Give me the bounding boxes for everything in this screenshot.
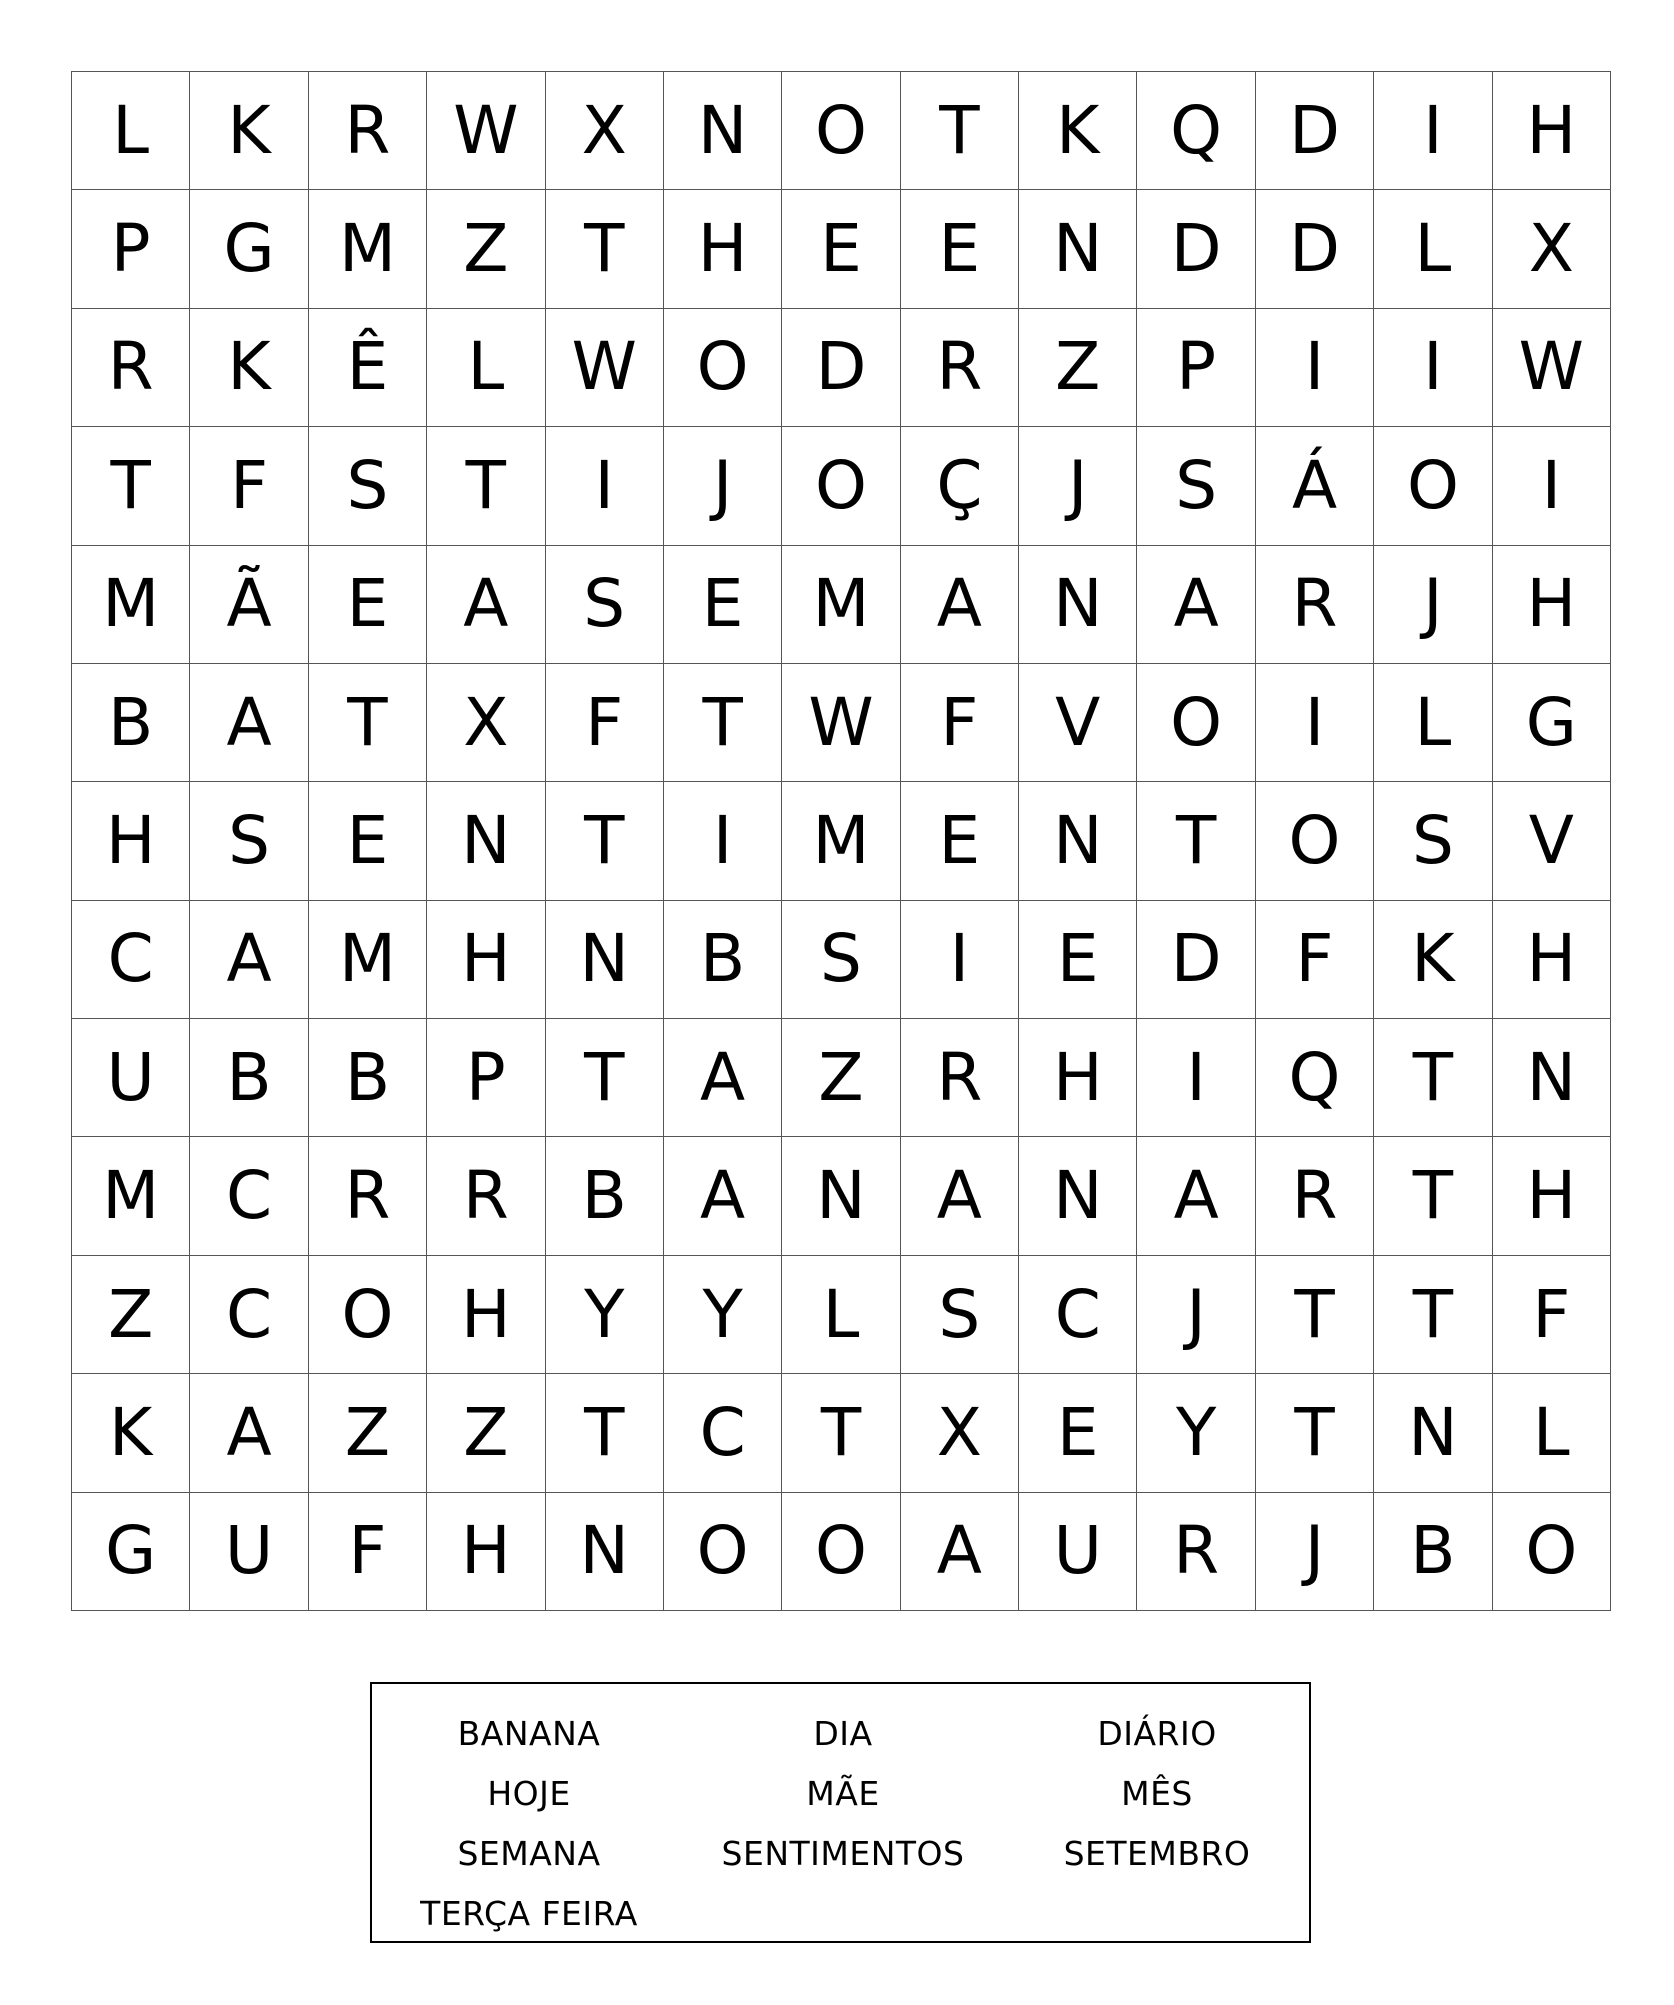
grid-cell[interactable]: I bbox=[901, 901, 1019, 1019]
grid-cell[interactable]: G bbox=[190, 190, 308, 308]
grid-cell[interactable]: J bbox=[1256, 1493, 1374, 1611]
grid-cell[interactable]: C bbox=[190, 1256, 308, 1374]
grid-cell[interactable]: O bbox=[1256, 782, 1374, 900]
grid-cell[interactable]: S bbox=[1137, 427, 1255, 545]
grid-cell[interactable]: D bbox=[782, 309, 900, 427]
grid-cell[interactable]: E bbox=[1019, 901, 1137, 1019]
grid-cell[interactable]: O bbox=[1493, 1493, 1611, 1611]
grid-cell[interactable]: H bbox=[1019, 1019, 1137, 1137]
grid-cell[interactable]: Y bbox=[546, 1256, 664, 1374]
grid-cell[interactable]: B bbox=[190, 1019, 308, 1137]
grid-cell[interactable]: S bbox=[782, 901, 900, 1019]
grid-cell[interactable]: N bbox=[546, 1493, 664, 1611]
grid-cell[interactable]: Q bbox=[1137, 72, 1255, 190]
grid-cell[interactable]: O bbox=[782, 1493, 900, 1611]
grid-cell[interactable]: I bbox=[1256, 309, 1374, 427]
grid-cell[interactable]: N bbox=[1374, 1374, 1492, 1492]
grid-cell[interactable]: H bbox=[1493, 901, 1611, 1019]
grid-cell[interactable]: R bbox=[901, 1019, 1019, 1137]
grid-cell[interactable]: W bbox=[1493, 309, 1611, 427]
grid-cell[interactable]: R bbox=[1256, 546, 1374, 664]
grid-cell[interactable]: U bbox=[190, 1493, 308, 1611]
grid-cell[interactable]: A bbox=[664, 1137, 782, 1255]
grid-cell[interactable]: T bbox=[546, 782, 664, 900]
grid-cell[interactable]: A bbox=[1137, 546, 1255, 664]
grid-cell[interactable]: A bbox=[664, 1019, 782, 1137]
grid-cell[interactable]: B bbox=[72, 664, 190, 782]
grid-cell[interactable]: H bbox=[664, 190, 782, 308]
grid-cell[interactable]: E bbox=[309, 782, 427, 900]
grid-cell[interactable]: I bbox=[1374, 309, 1492, 427]
grid-cell[interactable]: K bbox=[1019, 72, 1137, 190]
grid-cell[interactable]: A bbox=[190, 1374, 308, 1492]
word-list-item: SEMANA bbox=[457, 1834, 601, 1873]
grid-cell[interactable]: K bbox=[190, 72, 308, 190]
grid-cell[interactable]: O bbox=[1137, 664, 1255, 782]
grid-cell[interactable]: N bbox=[1019, 782, 1137, 900]
grid-cell[interactable]: U bbox=[1019, 1493, 1137, 1611]
grid-cell[interactable]: Y bbox=[1137, 1374, 1255, 1492]
grid-cell[interactable]: H bbox=[1493, 1137, 1611, 1255]
grid-cell[interactable]: E bbox=[782, 190, 900, 308]
grid-cell[interactable]: H bbox=[1493, 72, 1611, 190]
grid-cell[interactable]: M bbox=[72, 1137, 190, 1255]
grid-cell[interactable]: P bbox=[1137, 309, 1255, 427]
grid-cell[interactable]: T bbox=[1374, 1019, 1492, 1137]
grid-cell[interactable]: J bbox=[664, 427, 782, 545]
word-list-box bbox=[370, 1682, 1311, 1943]
grid-cell[interactable]: D bbox=[1256, 190, 1374, 308]
grid-cell[interactable]: L bbox=[1374, 190, 1492, 308]
word-list-item: SENTIMENTOS bbox=[721, 1834, 965, 1873]
grid-cell[interactable]: E bbox=[309, 546, 427, 664]
grid-cell[interactable]: Á bbox=[1256, 427, 1374, 545]
grid-cell[interactable]: R bbox=[427, 1137, 545, 1255]
grid-cell[interactable]: F bbox=[309, 1493, 427, 1611]
grid-cell[interactable]: A bbox=[901, 1493, 1019, 1611]
grid-cell[interactable]: Z bbox=[309, 1374, 427, 1492]
grid-cell[interactable]: L bbox=[1374, 664, 1492, 782]
grid-cell[interactable]: T bbox=[72, 427, 190, 545]
grid-cell[interactable]: L bbox=[1493, 1374, 1611, 1492]
grid-cell[interactable]: I bbox=[664, 782, 782, 900]
grid-cell[interactable]: B bbox=[1374, 1493, 1492, 1611]
grid-cell[interactable]: Z bbox=[72, 1256, 190, 1374]
grid-cell[interactable]: H bbox=[427, 1493, 545, 1611]
grid-cell[interactable]: R bbox=[1256, 1137, 1374, 1255]
grid-cell[interactable]: Z bbox=[1019, 309, 1137, 427]
grid-cell[interactable]: P bbox=[72, 190, 190, 308]
grid-cell[interactable]: O bbox=[309, 1256, 427, 1374]
grid-cell[interactable]: V bbox=[1019, 664, 1137, 782]
grid-cell[interactable]: J bbox=[1374, 546, 1492, 664]
grid-cell[interactable]: F bbox=[901, 664, 1019, 782]
grid-cell[interactable]: N bbox=[664, 72, 782, 190]
grid-cell[interactable]: X bbox=[1493, 190, 1611, 308]
grid-cell[interactable]: P bbox=[427, 1019, 545, 1137]
grid-cell[interactable]: T bbox=[664, 664, 782, 782]
grid-cell[interactable]: R bbox=[901, 309, 1019, 427]
word-list-item: DIA bbox=[813, 1714, 873, 1753]
grid-cell[interactable]: F bbox=[546, 664, 664, 782]
grid-cell[interactable]: L bbox=[72, 72, 190, 190]
grid-cell[interactable]: C bbox=[190, 1137, 308, 1255]
grid-cell[interactable]: T bbox=[1374, 1137, 1492, 1255]
word-list-item: SETEMBRO bbox=[1063, 1834, 1251, 1873]
grid-cell[interactable]: N bbox=[1019, 546, 1137, 664]
grid-cell[interactable]: Q bbox=[1256, 1019, 1374, 1137]
grid-cell[interactable]: G bbox=[1493, 664, 1611, 782]
grid-cell[interactable]: G bbox=[72, 1493, 190, 1611]
grid-cell[interactable]: T bbox=[427, 427, 545, 545]
grid-cell[interactable]: C bbox=[72, 901, 190, 1019]
grid-cell[interactable]: A bbox=[427, 546, 545, 664]
grid-cell[interactable]: F bbox=[1493, 1256, 1611, 1374]
grid-cell[interactable]: O bbox=[664, 309, 782, 427]
grid-cell[interactable]: H bbox=[72, 782, 190, 900]
grid-cell[interactable]: C bbox=[1019, 1256, 1137, 1374]
grid-cell[interactable]: A bbox=[190, 901, 308, 1019]
grid-cell[interactable]: I bbox=[1493, 427, 1611, 545]
grid-cell[interactable]: T bbox=[1256, 1256, 1374, 1374]
grid-cell[interactable]: I bbox=[546, 427, 664, 545]
grid-cell[interactable]: S bbox=[546, 546, 664, 664]
grid-cell[interactable]: O bbox=[664, 1493, 782, 1611]
grid-cell[interactable]: M bbox=[309, 901, 427, 1019]
grid-cell[interactable]: N bbox=[1019, 1137, 1137, 1255]
grid-cell[interactable]: U bbox=[72, 1019, 190, 1137]
grid-cell[interactable]: Z bbox=[427, 190, 545, 308]
grid-cell[interactable]: T bbox=[901, 72, 1019, 190]
grid-cell[interactable]: N bbox=[782, 1137, 900, 1255]
grid-cell[interactable]: R bbox=[72, 309, 190, 427]
grid-cell[interactable]: F bbox=[190, 427, 308, 545]
grid-cell[interactable]: L bbox=[782, 1256, 900, 1374]
word-list-item: MÊS bbox=[1121, 1774, 1193, 1813]
grid-cell[interactable]: K bbox=[72, 1374, 190, 1492]
grid-cell[interactable]: T bbox=[546, 1374, 664, 1492]
grid-cell[interactable]: S bbox=[190, 782, 308, 900]
word-list bbox=[372, 1704, 1309, 1944]
grid-cell[interactable]: T bbox=[1137, 782, 1255, 900]
grid-cell[interactable]: T bbox=[1374, 1256, 1492, 1374]
grid-cell[interactable]: Ç bbox=[901, 427, 1019, 545]
grid-cell[interactable]: N bbox=[1493, 1019, 1611, 1137]
grid-cell[interactable]: E bbox=[664, 546, 782, 664]
grid-cell[interactable]: R bbox=[309, 1137, 427, 1255]
grid-cell[interactable]: Y bbox=[664, 1256, 782, 1374]
grid-cell[interactable]: X bbox=[427, 664, 545, 782]
grid-cell[interactable]: X bbox=[901, 1374, 1019, 1492]
grid-cell[interactable]: W bbox=[546, 309, 664, 427]
grid-cell[interactable]: C bbox=[664, 1374, 782, 1492]
grid-cell[interactable]: A bbox=[901, 1137, 1019, 1255]
grid-cell[interactable]: H bbox=[427, 1256, 545, 1374]
grid-cell[interactable]: L bbox=[427, 309, 545, 427]
grid-cell[interactable]: J bbox=[1137, 1256, 1255, 1374]
grid-cell[interactable]: A bbox=[901, 546, 1019, 664]
grid-cell[interactable]: O bbox=[782, 72, 900, 190]
grid-cell[interactable]: E bbox=[1019, 1374, 1137, 1492]
grid-cell[interactable]: K bbox=[190, 309, 308, 427]
grid-cell[interactable]: Z bbox=[782, 1019, 900, 1137]
grid-cell[interactable]: O bbox=[1374, 427, 1492, 545]
grid-cell[interactable]: J bbox=[1019, 427, 1137, 545]
grid-cell[interactable]: M bbox=[309, 190, 427, 308]
grid-cell[interactable]: D bbox=[1256, 72, 1374, 190]
word-list-item: BANANA bbox=[457, 1714, 601, 1753]
grid-cell[interactable]: A bbox=[190, 664, 308, 782]
grid-cell[interactable]: T bbox=[546, 190, 664, 308]
grid-cell[interactable]: H bbox=[1493, 546, 1611, 664]
grid-cell[interactable]: O bbox=[782, 427, 900, 545]
grid-cell[interactable]: Ê bbox=[309, 309, 427, 427]
grid-cell[interactable]: B bbox=[309, 1019, 427, 1137]
word-list-item: TERÇA FEIRA bbox=[420, 1894, 638, 1933]
grid-cell[interactable]: H bbox=[427, 901, 545, 1019]
grid-cell[interactable]: N bbox=[1019, 190, 1137, 308]
grid-cell[interactable]: K bbox=[1374, 901, 1492, 1019]
grid-cell[interactable]: S bbox=[901, 1256, 1019, 1374]
grid-cell[interactable]: M bbox=[782, 546, 900, 664]
grid-cell[interactable]: M bbox=[782, 782, 900, 900]
grid-cell[interactable]: I bbox=[1374, 72, 1492, 190]
grid-cell[interactable]: F bbox=[1256, 901, 1374, 1019]
word-list-item: HOJE bbox=[487, 1774, 571, 1813]
grid-cell[interactable]: B bbox=[546, 1137, 664, 1255]
grid-cell[interactable]: T bbox=[782, 1374, 900, 1492]
grid-cell[interactable]: D bbox=[1137, 190, 1255, 308]
grid-cell[interactable]: W bbox=[782, 664, 900, 782]
grid-cell[interactable]: I bbox=[1137, 1019, 1255, 1137]
grid-cell[interactable]: D bbox=[1137, 901, 1255, 1019]
grid-cell[interactable]: M bbox=[72, 546, 190, 664]
grid-cell[interactable]: N bbox=[546, 901, 664, 1019]
grid-cell[interactable]: B bbox=[664, 901, 782, 1019]
word-list-item: MÃE bbox=[806, 1774, 880, 1813]
grid-cell[interactable]: T bbox=[546, 1019, 664, 1137]
grid-cell[interactable]: X bbox=[546, 72, 664, 190]
grid-cell[interactable]: S bbox=[1374, 782, 1492, 900]
grid-cell[interactable]: I bbox=[1256, 664, 1374, 782]
grid-cell[interactable]: S bbox=[309, 427, 427, 545]
grid-cell[interactable]: R bbox=[1137, 1493, 1255, 1611]
grid-cell[interactable]: Z bbox=[427, 1374, 545, 1492]
grid-cell[interactable]: T bbox=[309, 664, 427, 782]
grid-cell[interactable]: E bbox=[901, 782, 1019, 900]
grid-cell[interactable]: V bbox=[1493, 782, 1611, 900]
grid-cell[interactable]: N bbox=[427, 782, 545, 900]
grid-cell[interactable]: R bbox=[309, 72, 427, 190]
letter-grid bbox=[71, 71, 1611, 1611]
grid-cell[interactable]: Ã bbox=[190, 546, 308, 664]
grid-cell[interactable]: A bbox=[1137, 1137, 1255, 1255]
grid-cell[interactable]: E bbox=[901, 190, 1019, 308]
word-list-item: DIÁRIO bbox=[1097, 1714, 1217, 1753]
grid-cell[interactable]: W bbox=[427, 72, 545, 190]
grid-cell[interactable]: T bbox=[1256, 1374, 1374, 1492]
